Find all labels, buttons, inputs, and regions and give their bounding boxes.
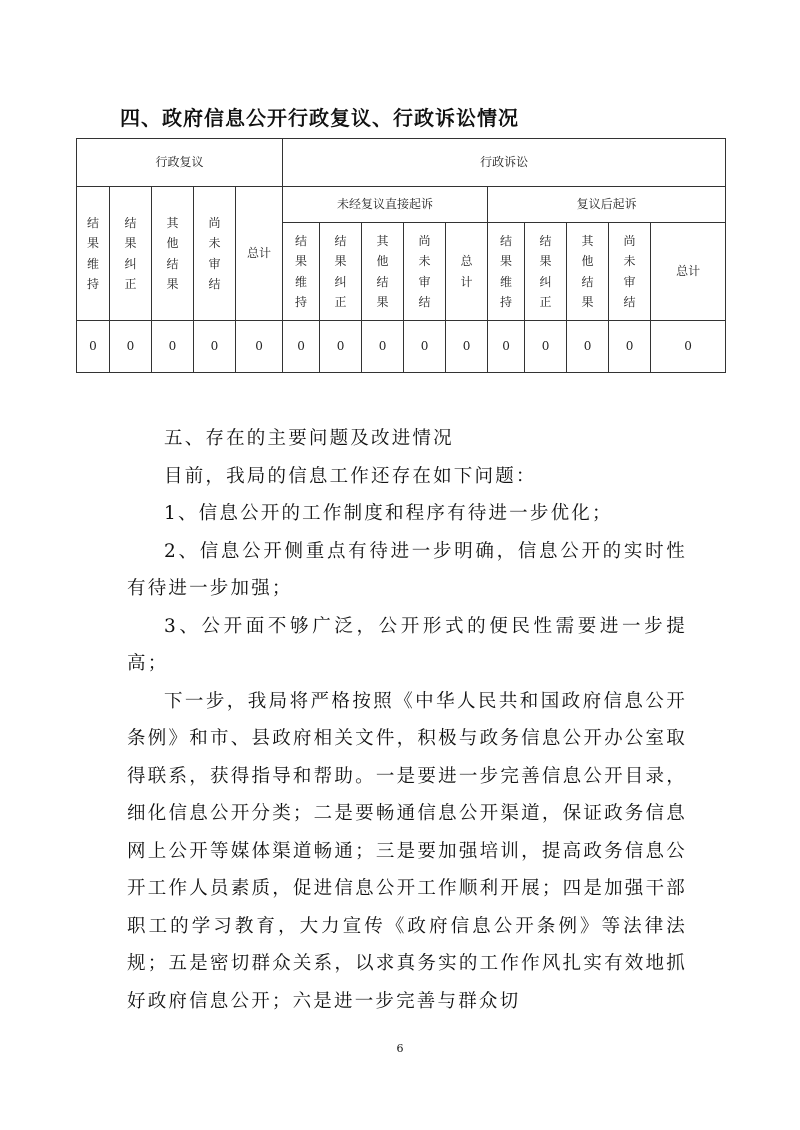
header-review-pending: 尚未审结	[208, 215, 221, 291]
header-admin-litigation: 行政诉讼	[283, 139, 726, 187]
value-cell: 0	[609, 321, 651, 373]
header-direct-other: 其他结果	[376, 233, 389, 309]
page-number: 6	[396, 1042, 404, 1055]
value-cell: 0	[77, 321, 110, 373]
problem-item: 2、信息公开侧重点有待进一步明确，信息公开的实时性有待进一步加强；	[127, 540, 687, 599]
value-cell: 0	[152, 321, 194, 373]
value-cell: 0	[320, 321, 362, 373]
value-cell: 0	[283, 321, 320, 373]
value-cell: 0	[651, 321, 726, 373]
header-direct-upheld: 结果维持	[295, 233, 308, 309]
admin-review-litigation-table	[76, 138, 726, 373]
header-post-corrected: 结果纠正	[539, 233, 552, 309]
value-cell: 0	[488, 321, 525, 373]
intro-paragraph: 目前，我局的信息工作还存在如下问题：	[164, 465, 537, 487]
value-cell: 0	[446, 321, 488, 373]
plan-paragraph: 下一步，我局将严格按照《中华人民共和国政府信息公开条例》和市、县政府相关文件，积极与政务信息公开办公室取得联系，获得指导和帮助。一是要进一步完善信息公开目录，细化信息公开分类；二是要畅通信息公开渠道，保证政务信息网上公开等媒体渠道畅通；三是要加强培训，提高政务信息公开工作人员素质，促进信息公开工作顺利开展；四是加强干部职工的学习教育，大力宣传《政府信息公开条例》等法律法规；五是密切群众关系，以求真务实的工作作风扎实有效地抓好政府信息公开；六是进一步完善与群众切	[127, 690, 687, 1012]
value-cell: 0	[236, 321, 283, 373]
value-cell: 0	[110, 321, 152, 373]
value-cell: 0	[567, 321, 609, 373]
header-post-total: 总计	[651, 223, 726, 321]
value-cell: 0	[194, 321, 236, 373]
header-admin-review: 行政复议	[77, 139, 283, 187]
header-post-review-suit: 复议后起诉	[488, 187, 726, 223]
header-direct-corrected: 结果纠正	[334, 233, 347, 309]
value-cell: 0	[362, 321, 404, 373]
section-heading-5: 五、存在的主要问题及改进情况	[164, 428, 454, 449]
value-cell: 0	[525, 321, 567, 373]
header-post-upheld: 结果维持	[500, 233, 513, 309]
header-direct-total: 总计	[460, 254, 473, 289]
header-direct-suit: 未经复议直接起诉	[283, 187, 488, 223]
header-direct-pending: 尚未审结	[418, 233, 431, 309]
section-5-body	[127, 420, 687, 1020]
header-review-upheld: 结果维持	[86, 215, 99, 291]
problem-item: 3、公开面不够广泛，公开形式的便民性需要进一步提高；	[127, 615, 687, 674]
section-heading-4: 四、政府信息公开行政复议、行政诉讼情况	[120, 106, 519, 130]
problem-item: 1、信息公开的工作制度和程序有待进一步优化；	[164, 503, 613, 524]
header-post-other: 其他结果	[581, 233, 594, 309]
header-post-pending: 尚未审结	[623, 233, 636, 309]
header-review-total: 总计	[236, 187, 283, 321]
header-review-corrected: 结果纠正	[124, 215, 137, 291]
header-review-other: 其他结果	[166, 215, 179, 291]
value-cell: 0	[404, 321, 446, 373]
